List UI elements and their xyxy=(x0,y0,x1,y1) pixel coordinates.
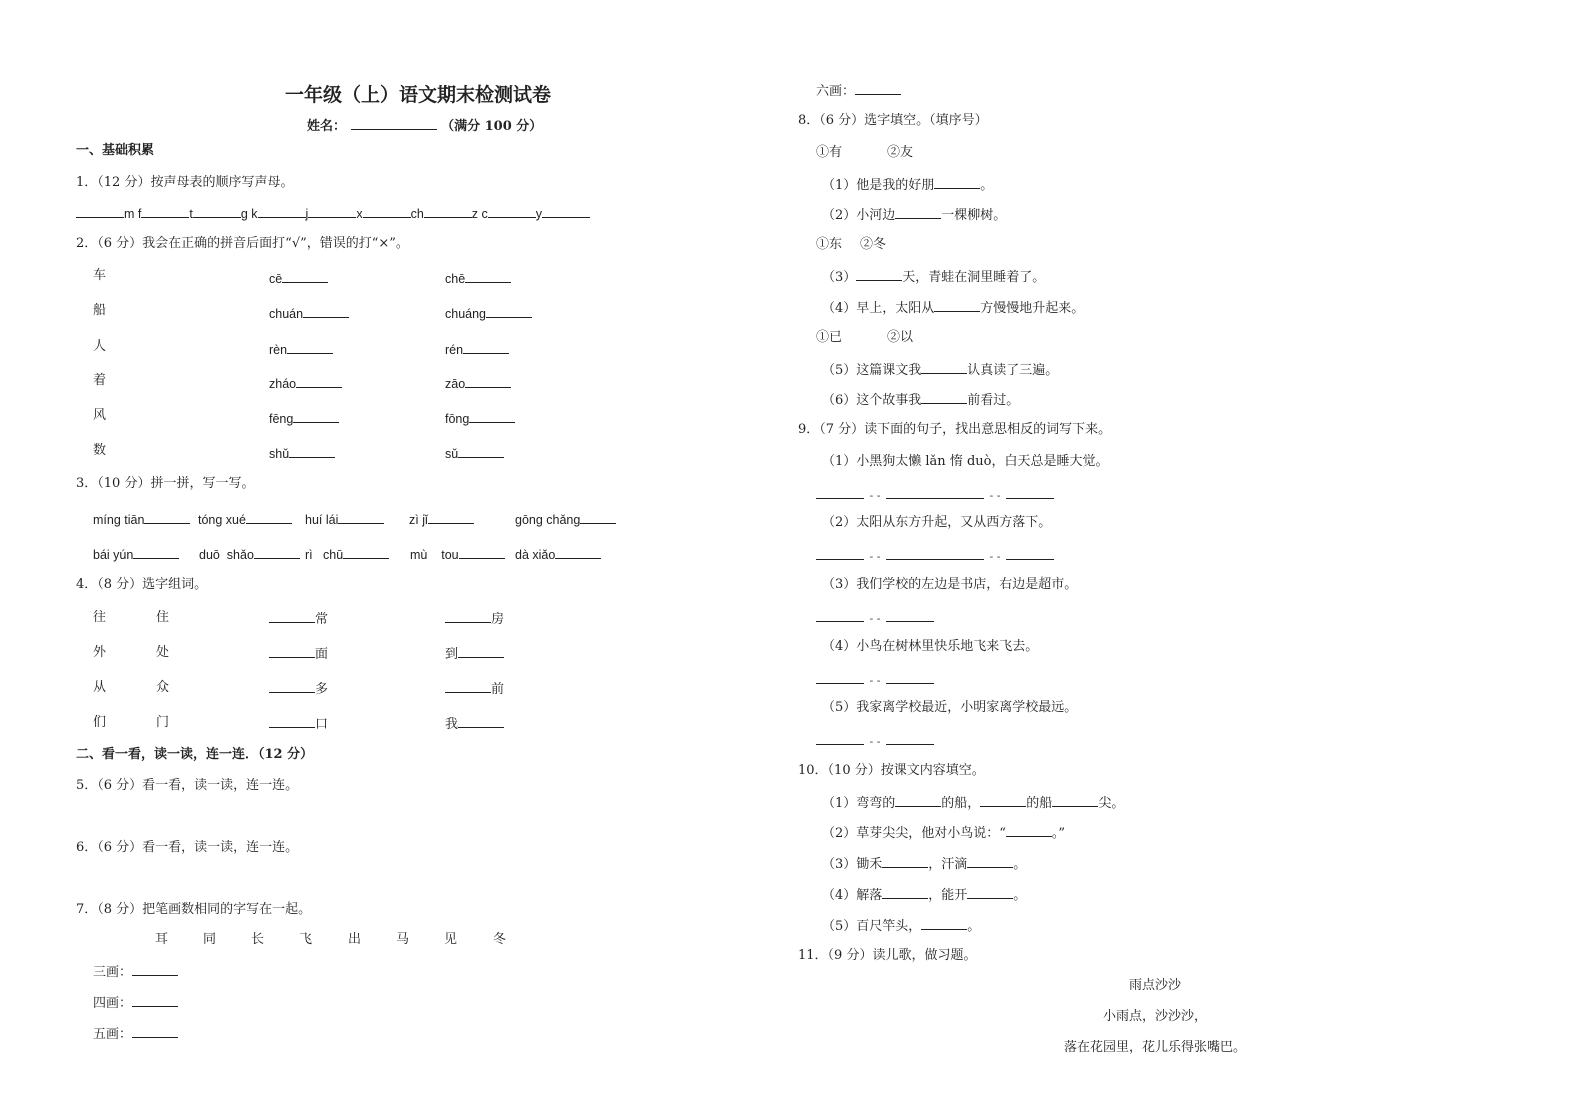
pinyin: sǔ xyxy=(445,447,459,461)
q3-item xyxy=(93,511,190,527)
text: 的船， xyxy=(941,796,981,811)
q2-prompt: 2．（6 分）我会在正确的拼音后面打“√”，错误的打“×”。 xyxy=(76,236,409,251)
poem-line: 小雨点，沙沙沙， xyxy=(1102,1009,1207,1024)
q1-answer-row xyxy=(76,205,590,221)
q4-char-option: 们 xyxy=(93,715,107,730)
q10-blank[interactable] xyxy=(895,794,941,807)
q4-word-char: 常 xyxy=(315,612,329,627)
q1-letter: ch xyxy=(410,207,424,221)
q2-mark-blank[interactable] xyxy=(293,410,339,423)
q1-blank[interactable] xyxy=(542,205,590,218)
dash-separator: - - xyxy=(869,612,881,625)
q4-char-option: 处 xyxy=(156,645,170,660)
q9-sentence: （1）小黑狗太懒 lǎn 惰 duò，白天总是睡大觉。 xyxy=(822,454,1109,469)
q9-blank[interactable] xyxy=(816,486,864,499)
q9-blank[interactable] xyxy=(816,732,864,745)
q10-blank[interactable] xyxy=(921,917,967,930)
q2-mark-blank[interactable] xyxy=(469,410,515,423)
q4-word-char: 口 xyxy=(315,717,329,732)
q4-blank[interactable] xyxy=(445,680,491,693)
q2-option-b xyxy=(445,270,511,286)
q3-item xyxy=(515,546,601,562)
q4-blank[interactable] xyxy=(458,715,504,728)
q2-char: 车 xyxy=(93,268,107,283)
text: 前看过。 xyxy=(967,393,1020,408)
q3-item xyxy=(409,511,474,527)
q1-letter: j xyxy=(305,207,309,221)
text: （2）草芽尖尖，他对小鸟说：“ xyxy=(822,826,1006,841)
q1-letter: t xyxy=(189,207,193,221)
q1-letter: z c xyxy=(471,207,488,221)
q4-blank[interactable] xyxy=(269,645,315,658)
q3-item xyxy=(198,511,292,527)
q3-blank[interactable] xyxy=(580,511,616,524)
q2-option-b xyxy=(445,341,509,357)
q3-item xyxy=(93,546,179,562)
q9-answer-row xyxy=(816,671,934,689)
dash-separator: - - xyxy=(989,489,1001,502)
poem-line: 落在花园里，花儿乐得张嘴巴。 xyxy=(1063,1040,1246,1055)
q8-blank[interactable] xyxy=(934,299,980,312)
q2-mark-blank[interactable] xyxy=(289,445,335,458)
q2-mark-blank[interactable] xyxy=(282,270,328,283)
q7-row-four xyxy=(93,994,178,1012)
q2-option-b xyxy=(445,445,504,461)
q2-char: 船 xyxy=(93,303,107,318)
text: （3）锄禾 xyxy=(822,857,883,872)
text: （4）解落 xyxy=(822,888,883,903)
pinyin: chē xyxy=(445,272,466,286)
q2-mark-blank[interactable] xyxy=(465,375,511,388)
dash-separator: - - xyxy=(869,550,881,563)
pinyin: mù tou xyxy=(410,548,459,562)
q2-mark-blank[interactable] xyxy=(296,375,342,388)
text: （3） xyxy=(822,270,857,285)
stroke-label: 六画： xyxy=(816,84,856,99)
q8-item xyxy=(822,206,1006,224)
q9-blank[interactable] xyxy=(886,732,934,745)
q2-option-a xyxy=(269,375,342,391)
q8-blank[interactable] xyxy=(921,361,967,374)
q3-blank[interactable] xyxy=(246,511,292,524)
q1-blank[interactable] xyxy=(308,205,356,218)
q3-blank[interactable] xyxy=(428,511,474,524)
pinyin: duō shǎo xyxy=(199,548,254,562)
q3-item xyxy=(199,546,300,562)
poem-title: 雨点沙沙 xyxy=(1128,978,1181,993)
q4-word-char: 前 xyxy=(491,682,505,697)
page-title: 一年级（上）语文期末检测试卷 xyxy=(285,84,552,106)
q6-prompt: 6．（6 分）看一看，读一读，连一连。 xyxy=(76,840,299,855)
q4-char-option: 往 xyxy=(93,610,107,625)
q4-blank[interactable] xyxy=(269,680,315,693)
text: 。 xyxy=(980,178,994,193)
pinyin: tóng xué xyxy=(198,513,246,527)
q8-item xyxy=(822,361,1058,379)
q10-prompt: 10．（10 分）按课文内容填空。 xyxy=(798,763,985,778)
q7-char: 耳 xyxy=(155,932,169,947)
pinyin: chuáng xyxy=(445,307,487,321)
q10-blank[interactable] xyxy=(1052,794,1098,807)
pinyin: huí lái xyxy=(305,513,339,527)
q7-blank[interactable] xyxy=(855,82,901,95)
q11-prompt: 11．（9 分）读儿歌，做习题。 xyxy=(798,948,977,963)
q9-blank[interactable] xyxy=(886,547,984,560)
q9-blank[interactable] xyxy=(1006,547,1054,560)
pinyin: shǔ xyxy=(269,447,290,461)
q8-option: ②冬 xyxy=(860,237,887,252)
stroke-label: 五画： xyxy=(93,1027,133,1042)
q3-item xyxy=(305,546,389,562)
pinyin: chuán xyxy=(269,307,304,321)
q3-blank[interactable] xyxy=(555,546,601,559)
q4-char-option: 从 xyxy=(93,680,107,695)
q9-blank[interactable] xyxy=(886,609,934,622)
q10-blank[interactable] xyxy=(882,886,928,899)
q1-prompt: 1．（12 分）按声母表的顺序写声母。 xyxy=(76,175,294,190)
pinyin: fōng xyxy=(445,412,470,426)
q10-item xyxy=(822,917,980,935)
pinyin: dà xiǎo xyxy=(515,548,556,562)
q4-blank[interactable] xyxy=(458,645,504,658)
q8-option: ①东 xyxy=(816,237,843,252)
q7-char: 出 xyxy=(348,932,362,947)
pinyin: cē xyxy=(269,272,283,286)
q2-option-a xyxy=(269,305,349,321)
q10-blank[interactable] xyxy=(882,855,928,868)
q1-blank[interactable] xyxy=(76,205,124,218)
score-note: （满分 100 分） xyxy=(441,119,543,134)
q1-blank[interactable] xyxy=(488,205,536,218)
q9-blank[interactable] xyxy=(886,486,984,499)
q2-mark-blank[interactable] xyxy=(463,341,509,354)
q7-char: 马 xyxy=(396,932,410,947)
q8-item xyxy=(822,176,993,194)
q7-char: 冬 xyxy=(493,932,507,947)
q2-mark-blank[interactable] xyxy=(458,445,504,458)
text: （1）弯弯的 xyxy=(822,796,896,811)
text: 的船 xyxy=(1026,796,1053,811)
q8-option: ②友 xyxy=(887,145,914,160)
q4-word-char: 面 xyxy=(315,647,329,662)
q9-answer-row xyxy=(816,609,934,627)
q2-mark-blank[interactable] xyxy=(465,270,511,283)
q8-blank[interactable] xyxy=(921,391,967,404)
text: 。 xyxy=(1013,857,1027,872)
q3-prompt: 3．（10 分）拼一拼，写一写。 xyxy=(76,476,255,491)
text: 天，青蛙在洞里睡着了。 xyxy=(902,270,1046,285)
q7-blank[interactable] xyxy=(132,963,178,976)
q5-prompt: 5．（6 分）看一看，读一读，连一连。 xyxy=(76,778,299,793)
q4-char-option: 住 xyxy=(156,610,170,625)
text: （5）百尺竿头， xyxy=(822,919,922,934)
q9-answer-row xyxy=(816,732,934,750)
q3-blank[interactable] xyxy=(144,511,190,524)
q9-answer-row xyxy=(816,547,1054,565)
q2-option-a xyxy=(269,445,335,461)
q8-blank[interactable] xyxy=(895,206,941,219)
q9-blank[interactable] xyxy=(886,671,934,684)
text: （6）这个故事我 xyxy=(822,393,922,408)
q1-blank[interactable] xyxy=(363,205,411,218)
q2-char: 人 xyxy=(93,339,107,354)
q2-char: 着 xyxy=(93,373,107,388)
q8-blank[interactable] xyxy=(856,268,902,281)
dash-separator: - - xyxy=(869,674,881,687)
pinyin: fēng xyxy=(269,412,294,426)
q4-blank[interactable] xyxy=(269,610,315,623)
q9-sentence: （2）太阳从东方升起，又从西方落下。 xyxy=(822,515,1052,530)
q10-blank[interactable] xyxy=(967,855,1013,868)
section-heading-2: 二、看一看，读一读，连一连．（12 分） xyxy=(76,747,314,762)
q8-option: ①有 xyxy=(816,145,843,160)
q7-row-six xyxy=(816,82,901,100)
subtitle xyxy=(307,117,542,135)
q9-blank[interactable] xyxy=(816,671,864,684)
q7-blank[interactable] xyxy=(132,1025,178,1038)
q9-sentence: （3）我们学校的左边是书店，右边是超市。 xyxy=(822,577,1078,592)
q10-item xyxy=(822,824,1065,842)
q3-item xyxy=(410,546,505,562)
pinyin: rèn xyxy=(269,343,288,357)
q7-row-three xyxy=(93,963,178,981)
q1-blank[interactable] xyxy=(424,205,472,218)
text: （4）早上，太阳从 xyxy=(822,301,935,316)
q4-char-option: 门 xyxy=(156,715,170,730)
q4-blank[interactable] xyxy=(445,610,491,623)
q8-blank[interactable] xyxy=(934,176,980,189)
text: 。 xyxy=(967,919,981,934)
dash-separator: - - xyxy=(869,735,881,748)
text: 一棵柳树。 xyxy=(941,208,1007,223)
q2-mark-blank[interactable] xyxy=(486,305,532,318)
stroke-label: 四画： xyxy=(93,996,133,1011)
name-field[interactable] xyxy=(351,117,437,130)
q3-item xyxy=(515,511,616,527)
text: （5）这篇课文我 xyxy=(822,363,922,378)
dash-separator: - - xyxy=(869,489,881,502)
q10-blank[interactable] xyxy=(1006,824,1052,837)
q10-item xyxy=(822,855,1026,873)
q8-item xyxy=(822,268,1045,286)
q3-blank[interactable] xyxy=(343,546,389,559)
q8-prompt: 8．（6 分）选字填空。（填序号） xyxy=(798,113,988,128)
q9-prompt: 9．（7 分）读下面的句子，找出意思相反的词写下来。 xyxy=(798,422,1112,437)
q3-blank[interactable] xyxy=(254,546,300,559)
text: 认真读了三遍。 xyxy=(967,363,1059,378)
q4-char-option: 众 xyxy=(156,680,170,695)
q4-blank[interactable] xyxy=(269,715,315,728)
q9-sentence: （4）小鸟在树林里快乐地飞来飞去。 xyxy=(822,639,1039,654)
q2-option-b xyxy=(445,375,511,391)
pinyin: bái yún xyxy=(93,548,134,562)
q10-item xyxy=(822,886,1026,904)
q2-char: 风 xyxy=(93,408,107,423)
q7-char: 同 xyxy=(203,932,217,947)
q1-letter: m f xyxy=(124,207,142,221)
q3-item xyxy=(305,511,384,527)
q2-mark-blank[interactable] xyxy=(303,305,349,318)
pinyin: míng tiān xyxy=(93,513,145,527)
q7-row-five xyxy=(93,1025,178,1043)
q3-blank[interactable] xyxy=(338,511,384,524)
text: （2）小河边 xyxy=(822,208,896,223)
q4-word-char: 房 xyxy=(491,612,505,627)
q7-blank[interactable] xyxy=(132,994,178,1007)
q10-item xyxy=(822,794,1124,812)
q4-char-option: 外 xyxy=(93,645,107,660)
q4-word-char: 我 xyxy=(445,717,459,732)
pinyin: zì jǐ xyxy=(409,513,428,527)
text: 尖。 xyxy=(1098,796,1125,811)
q1-letter: g k xyxy=(240,207,258,221)
pinyin: zāo xyxy=(445,377,466,391)
q1-letter: x xyxy=(356,207,363,221)
text: 。” xyxy=(1051,826,1066,841)
text: ，能开 xyxy=(928,888,968,903)
q9-blank[interactable] xyxy=(816,547,864,560)
q1-blank[interactable] xyxy=(258,205,306,218)
q2-option-a xyxy=(269,410,339,426)
q4-word-char: 到 xyxy=(445,647,459,662)
name-label: 姓名： xyxy=(307,119,347,134)
q8-item xyxy=(822,299,1084,317)
q10-blank[interactable] xyxy=(980,794,1026,807)
q1-blank[interactable] xyxy=(193,205,241,218)
pinyin: gōng chǎng xyxy=(515,513,581,527)
q9-sentence: （5）我家离学校最近，小明家离学校最远。 xyxy=(822,700,1078,715)
q7-char: 见 xyxy=(444,932,458,947)
q7-char: 飞 xyxy=(299,932,313,947)
pinyin: rì chū xyxy=(305,548,344,562)
text: （1）他是我的好朋 xyxy=(822,178,935,193)
q10-blank[interactable] xyxy=(967,886,1013,899)
q2-option-b xyxy=(445,305,532,321)
q9-blank[interactable] xyxy=(1006,486,1054,499)
q2-mark-blank[interactable] xyxy=(287,341,333,354)
stroke-label: 三画： xyxy=(93,965,133,980)
q3-blank[interactable] xyxy=(459,546,505,559)
q9-answer-row xyxy=(816,486,1054,504)
q2-option-b xyxy=(445,410,515,426)
q3-blank[interactable] xyxy=(133,546,179,559)
pinyin: rén xyxy=(445,343,464,357)
text: 方慢慢地升起来。 xyxy=(980,301,1085,316)
q2-option-a xyxy=(269,341,333,357)
q7-prompt: 7．（8 分）把笔画数相同的字写在一起。 xyxy=(76,902,312,917)
pinyin: zháo xyxy=(269,377,297,391)
q1-letter: y xyxy=(535,207,542,221)
q2-char: 数 xyxy=(93,443,107,458)
q9-blank[interactable] xyxy=(816,609,864,622)
dash-separator: - - xyxy=(989,550,1001,563)
q7-char: 长 xyxy=(251,932,265,947)
q4-word-char: 多 xyxy=(315,682,329,697)
q8-option: ②以 xyxy=(887,330,914,345)
text: 。 xyxy=(1013,888,1027,903)
section-heading-1: 一、基础积累 xyxy=(76,143,155,158)
q8-item xyxy=(822,391,1019,409)
text: ，汗滴 xyxy=(928,857,968,872)
q8-option: ①已 xyxy=(816,330,843,345)
q4-prompt: 4．（8 分）选字组词。 xyxy=(76,577,208,592)
q2-option-a xyxy=(269,270,328,286)
q1-blank[interactable] xyxy=(141,205,189,218)
